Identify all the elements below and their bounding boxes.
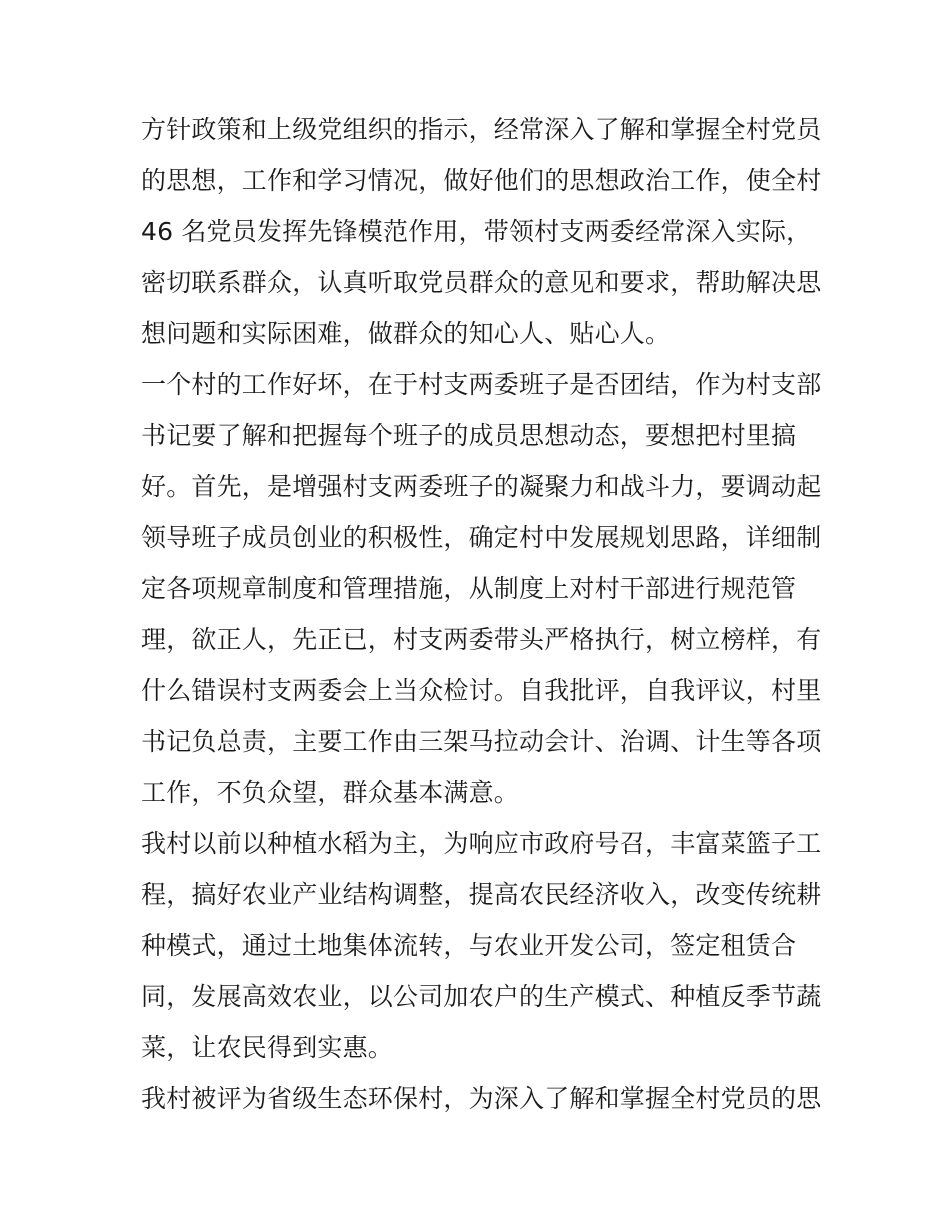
text-line: 定各项规章制度和管理措施，从制度上对村干部进行规范管 [141, 574, 797, 603]
text-line: 领导班子成员创业的积极性，确定村中发展规划思路，详细制 [141, 523, 822, 552]
text-line: 46 名党员发挥先锋模范作用，带领村支两委经常深入实际， [141, 217, 812, 246]
text-line: 工作，不负众望，群众基本满意。 [141, 778, 520, 807]
text-line: 的思想，工作和学习情况，做好他们的思想政治工作，使全村 [141, 166, 822, 195]
document-body [141, 104, 821, 1124]
text-line: 一个村的工作好坏，在于村支两委班子是否团结，作为村支部 [141, 370, 822, 399]
text-line: 书记要了解和把握每个班子的成员思想动态，要想把村里搞 [141, 421, 797, 450]
text-line: 书记负总责，主要工作由三架马拉动会计、治调、计生等各项 [141, 727, 822, 756]
text-line: 好。首先，是增强村支两委班子的凝聚力和战斗力，要调动起 [141, 472, 822, 501]
text-line: 程，搞好农业产业结构调整，提高农民经济收入，改变传统耕 [141, 880, 822, 909]
text-line: 同，发展高效农业，以公司加农户的生产模式、种植反季节蔬 [141, 982, 822, 1011]
text-line: 我村以前以种植水稻为主，为响应市政府号召，丰富菜篮子工 [141, 829, 822, 858]
text-line: 我村被评为省级生态环保村，为深入了解和掌握全村党员的思 [141, 1084, 822, 1113]
text-line: 方针政策和上级党组织的指示，经常深入了解和掌握全村党员 [141, 115, 822, 144]
text-line: 菜，让农民得到实惠。 [141, 1033, 394, 1062]
text-line: 种模式，通过土地集体流转，与农业开发公司，签定租赁合 [141, 931, 797, 960]
text-line: 密切联系群众，认真听取党员群众的意见和要求，帮助解决思 [141, 268, 822, 297]
text-line: 理，欲正人，先正已，村支两委带头严格执行，树立榜样，有 [141, 625, 822, 654]
text-line: 想问题和实际困难，做群众的知心人、贴心人。 [141, 319, 671, 348]
text-line: 什么错误村支两委会上当众检讨。自我批评，自我评议，村里 [141, 676, 822, 705]
